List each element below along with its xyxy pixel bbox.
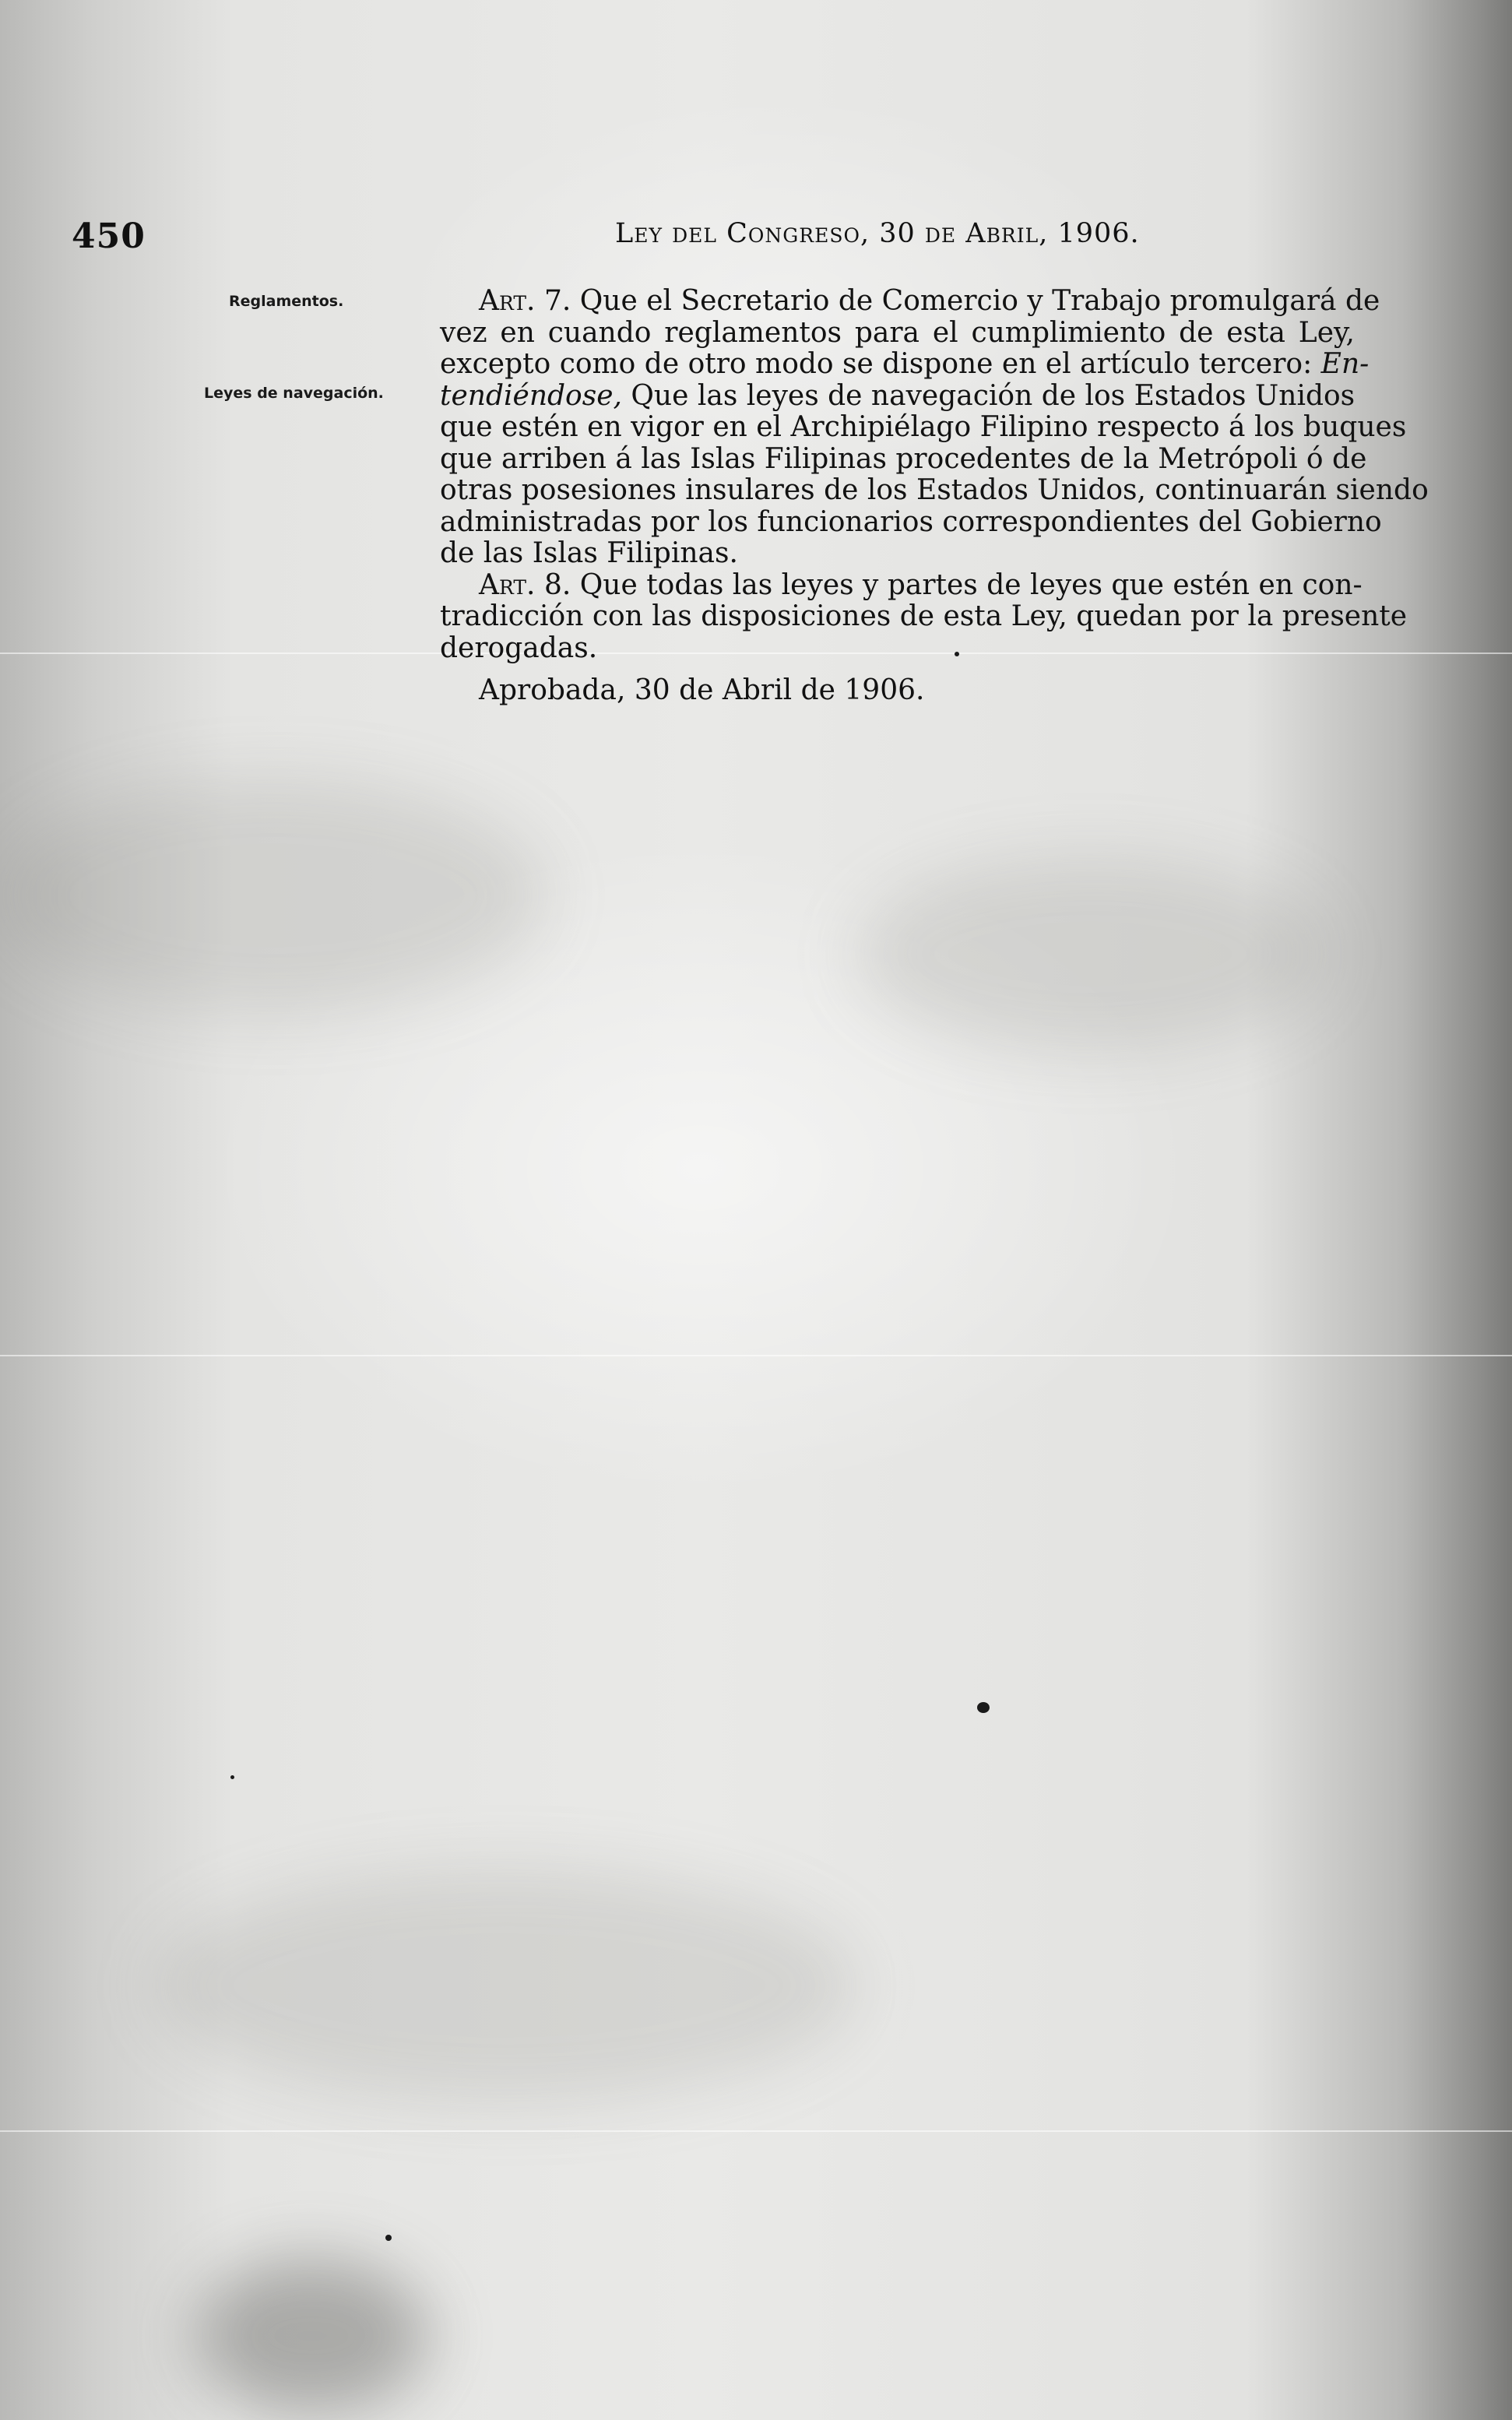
article-7-line-6: que arriben á las Islas Filipinas procedentes de la Metrópoli ó de — [440, 442, 1367, 475]
page-number: 450 — [72, 216, 146, 256]
approval-date: Aprobada, 30 de Abril de 1906. — [479, 674, 925, 706]
running-title: Ley del Congreso, 30 de Abril, 1906. — [615, 218, 1140, 249]
ink-speck — [977, 1702, 990, 1713]
article-7-line-9: de las Islas Filipinas. — [440, 537, 738, 569]
proviso-italic-start: En- — [1320, 348, 1370, 380]
article-7-line-4: tendiéndose, Que las leyes de navegación de los Estados Unidos — [440, 379, 1356, 412]
document-body — [440, 285, 1429, 664]
ink-speck — [230, 1775, 234, 1779]
article-7-line-7: otras posesiones insulares de los Estados Unidos, continuarán siendo — [440, 474, 1429, 506]
proviso-italic-end: tendiéndose, — [440, 379, 622, 412]
article-8-line-1: Art. 8. Que todas las leyes y partes de leyes que estén en con- — [479, 568, 1363, 601]
ink-speck — [385, 2235, 392, 2241]
scan-line — [0, 1355, 1512, 1356]
scan-smudge — [156, 1869, 856, 2102]
article-7-line-5: que estén en vigor en el Archipiélago Filipino respecto á los buques — [440, 411, 1407, 443]
article-8-line-2: tradicción con las disposiciones de esta Ley, quedan por la presente — [440, 600, 1408, 632]
article-8-line-3: derogadas. — [440, 631, 598, 664]
article-8-label: Art. 8. — [479, 568, 571, 601]
scan-smudge — [195, 2258, 428, 2414]
article-7-line-2: vez en cuando reglamentos para el cumplimiento de esta Ley, — [440, 316, 1355, 349]
article-7-line-3: excepto como de otro modo se dispone en el artículo tercero: En- — [440, 348, 1370, 380]
article-7-label: Art. 7. — [479, 285, 571, 317]
margin-note-leyes-navegacion: Leyes de navegación. — [204, 385, 384, 402]
scan-line — [0, 2130, 1512, 2132]
margin-note-reglamentos: Reglamentos. — [229, 293, 344, 310]
scan-smudge — [0, 779, 545, 1012]
article-7-line-8: administradas por los funcionarios correspondientes del Gobierno — [440, 505, 1382, 538]
article-7-line-1: Art. 7. Que el Secretario de Comercio y Trabajo promulgará de — [479, 285, 1380, 317]
scan-smudge — [856, 856, 1324, 1051]
